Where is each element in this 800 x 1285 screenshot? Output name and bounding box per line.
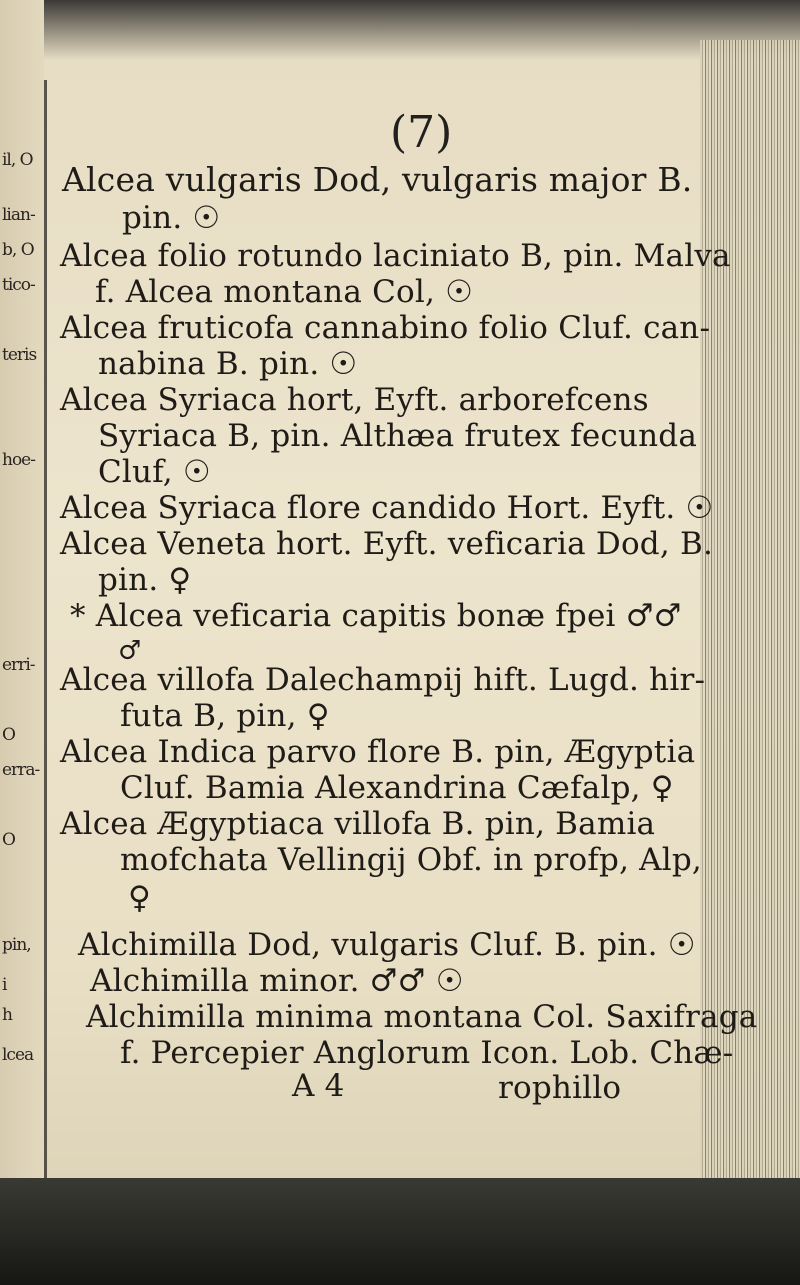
text-line: Alcea Veneta hort. Eyft. veficaria Dod, B.	[60, 526, 713, 562]
gutter-rule	[44, 80, 47, 1180]
text-line: ♀	[128, 880, 151, 916]
text-line: Syriaca B, pin. Althæa frutex fecunda	[98, 418, 698, 454]
catchword-signature: A 4	[292, 1068, 345, 1104]
gutter-word: lcea	[2, 1045, 34, 1065]
text-line: pin. ☉	[122, 200, 221, 236]
gutter-word: h	[2, 1005, 12, 1025]
text-line: Alcea Ægyptiaca villofa B. pin, Bamia	[60, 806, 656, 842]
gutter-word: il, O	[2, 150, 33, 170]
top-shadow	[0, 0, 800, 60]
text-line: Alcea Syriaca hort, Eyft. arborefcens	[60, 382, 649, 418]
gutter-word: b, O	[2, 240, 34, 260]
gutter-word: hoe-	[2, 450, 35, 470]
page-number: (7)	[390, 107, 453, 158]
gutter-word: erri-	[2, 655, 35, 675]
text-line: mofchata Vellingij Obf. in profp, Alp,	[120, 842, 702, 878]
text-line: * Alcea veficaria capitis bonæ fpei ♂♂	[70, 598, 682, 634]
text-line: Alcea Syriaca flore candido Hort. Eyft. ☉	[60, 490, 714, 526]
background-below-page	[0, 1178, 800, 1285]
facing-page-edge	[0, 0, 44, 1180]
gutter-word: lian-	[2, 205, 35, 225]
gutter-word: O	[2, 725, 15, 745]
text-line: f. Alcea montana Col, ☉	[95, 274, 474, 310]
text-line: nabina B. pin. ☉	[98, 346, 358, 382]
text-line: Alchimilla minor. ♂♂ ☉	[90, 963, 464, 999]
text-line: Alcea Indica parvo flore B. pin, Ægyptia	[60, 734, 696, 770]
text-line: Alcea fruticofa cannabino folio Cluf. can-	[60, 310, 711, 346]
text-line: Alchimilla minima montana Col. Saxifraga	[86, 999, 758, 1035]
text-line: Alcea vulgaris Dod, vulgaris major B.	[62, 160, 693, 199]
text-line: Alchimilla Dod, vulgaris Cluf. B. pin. ☉	[78, 927, 696, 963]
gutter-word: i	[2, 975, 7, 995]
text-line: Alcea folio rotundo laciniato B, pin. Malva	[60, 238, 731, 274]
text-line: Alcea villofa Dalechampij hift. Lugd. hir-	[60, 662, 706, 698]
gutter-word: pin,	[2, 935, 31, 955]
text-line: futa B, pin, ♀	[120, 698, 330, 734]
gutter-word: O	[2, 830, 15, 850]
catchword: rophillo	[498, 1070, 622, 1106]
text-line: ♂	[118, 636, 142, 666]
text-line: pin. ♀	[98, 562, 192, 598]
text-line: Cluf. Bamia Alexandrina Cæfalp, ♀	[120, 770, 674, 806]
gutter-word: tico-	[2, 275, 35, 295]
gutter-word: erra-	[2, 760, 40, 780]
gutter-word: teris	[2, 345, 37, 365]
text-line: f. Percepier Anglorum Icon. Lob. Chæ-	[120, 1035, 734, 1071]
text-line: Cluf, ☉	[98, 454, 211, 490]
